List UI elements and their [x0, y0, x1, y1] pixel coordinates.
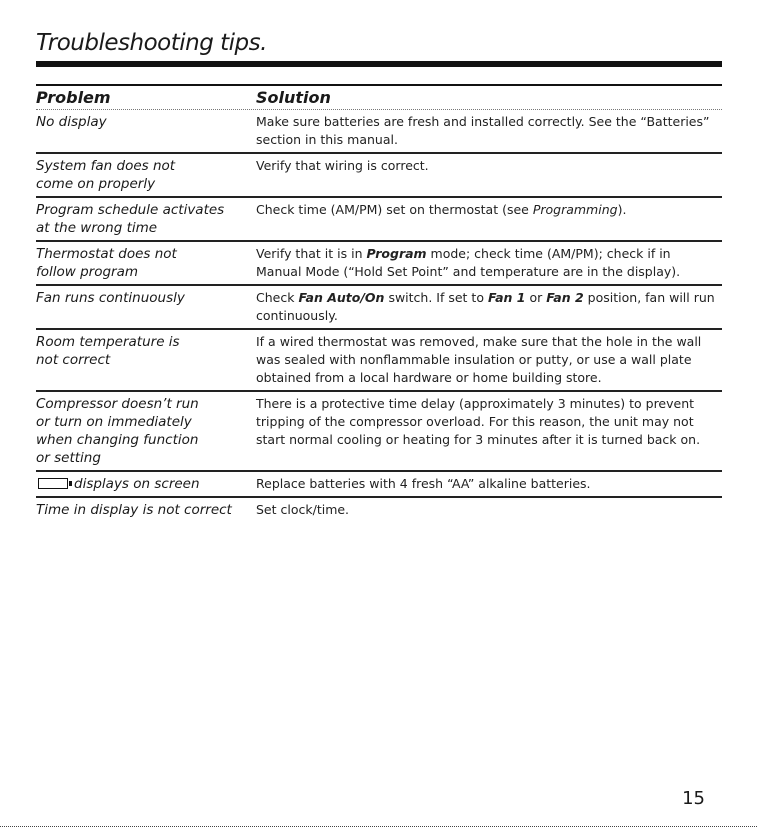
solution-line: Check Fan Auto/On switch. If set to Fan 1 or Fan 2 position, fan will run — [256, 290, 715, 305]
problem-line: Fan runs continuously — [36, 290, 185, 306]
problem-cell — [36, 245, 252, 281]
solution-cell — [252, 501, 722, 519]
solution-line: Manual Mode (“Hold Set Point” and temperature are in the display). — [256, 264, 681, 279]
solution-line: There is a protective time delay (approximately 3 minutes) to prevent — [256, 396, 695, 411]
solution-cell — [252, 395, 722, 467]
solution-line: obtained from a local hardware or home building store. — [256, 370, 602, 385]
problem-cell — [36, 501, 252, 519]
solution-cell — [252, 201, 722, 237]
solution-cell — [252, 475, 722, 493]
page-title: Troubleshooting tips. — [36, 30, 267, 56]
solution-line: tripping of the compressor overload. For this reason, the unit may not — [256, 414, 694, 429]
table-row — [36, 472, 722, 498]
solution-line: was sealed with nonflammable insulation or putty, or use a wall plate — [256, 352, 692, 367]
solution-header: Solution — [256, 88, 331, 107]
solution-line: Check time (AM/PM) set on thermostat (see Programming). — [256, 202, 627, 217]
table-row — [36, 498, 722, 522]
solution-cell — [252, 113, 722, 149]
solution-line: Set clock/time. — [256, 502, 350, 517]
table-row — [36, 392, 722, 472]
solution-cell — [252, 157, 722, 193]
solution-cell — [252, 289, 722, 325]
table-header — [36, 86, 722, 110]
solution-line: continuously. — [256, 308, 338, 323]
table-row — [36, 286, 722, 330]
table-row — [36, 198, 722, 242]
table-row — [36, 242, 722, 286]
problem-line: or turn on immediately — [36, 414, 192, 430]
problem-line: Compressor doesn’t run — [36, 396, 199, 412]
problem-cell — [36, 157, 252, 193]
table-row — [36, 154, 722, 198]
page-number: 15 — [682, 788, 705, 809]
problem-line: No display — [36, 114, 107, 130]
troubleshooting-table — [36, 84, 722, 522]
battery-icon — [38, 478, 68, 489]
problem-cell — [36, 289, 252, 325]
table-row — [36, 330, 722, 392]
problem-cell — [36, 113, 252, 149]
solution-line: section in this manual. — [256, 132, 398, 147]
problem-line: System fan does not — [36, 158, 176, 174]
problem-line: Program schedule activates — [36, 202, 225, 218]
problem-cell — [36, 475, 252, 493]
problem-line: Thermostat does not — [36, 246, 177, 262]
solution-line: Make sure batteries are fresh and installed correctly. See the “Batteries” — [256, 114, 710, 129]
problem-line: follow program — [36, 264, 139, 280]
solution-cell — [252, 245, 722, 281]
problem-line: or setting — [36, 450, 101, 466]
table-body — [36, 110, 722, 522]
table-row — [36, 110, 722, 154]
problem-cell — [36, 333, 252, 387]
problem-line: come on properly — [36, 176, 156, 192]
solution-line: Verify that it is in Program mode; check time (AM/PM); check if in — [256, 246, 671, 261]
solution-line: Replace batteries with 4 fresh “AA” alkaline batteries. — [256, 476, 591, 491]
solution-cell — [252, 333, 722, 387]
problem-line: Time in display is not correct — [36, 502, 232, 518]
problem-line: not correct — [36, 352, 111, 368]
solution-line: If a wired thermostat was removed, make sure that the hole in the wall — [256, 334, 702, 349]
solution-line: Verify that wiring is correct. — [256, 158, 429, 173]
problem-line: Room temperature is — [36, 334, 180, 350]
problem-cell — [36, 395, 252, 467]
bottom-rule — [0, 826, 757, 827]
problem-header: Problem — [36, 88, 111, 107]
problem-line: at the wrong time — [36, 220, 158, 236]
title-rule — [36, 61, 722, 67]
solution-line: start normal cooling or heating for 3 minutes after it is turned back on. — [256, 432, 701, 447]
problem-line: displays on screen — [36, 475, 252, 493]
problem-cell — [36, 201, 252, 237]
problem-line: when changing function — [36, 432, 199, 448]
